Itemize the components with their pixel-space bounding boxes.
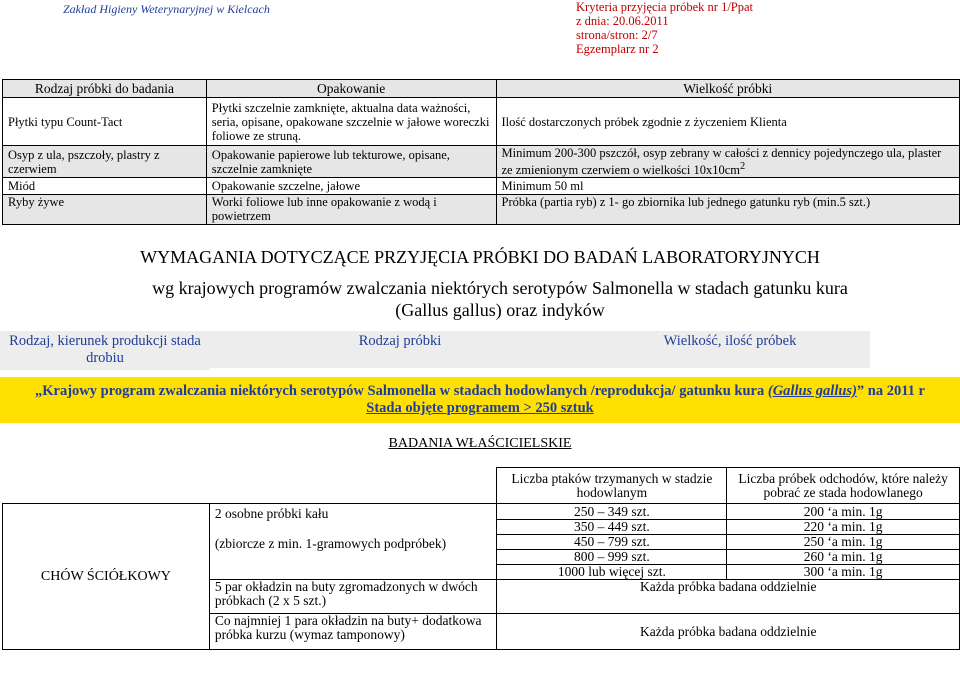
row-size: Minimum 50 ml bbox=[496, 178, 960, 195]
row-size: Próbka (partia ryb) z 1- go zbiornika lub jednego gatunku ryb (min.5 szt.) bbox=[496, 195, 960, 225]
banner-text-a: „Krajowy program zwalczania niektórych serotypów Salmonella w stadach hodowlanych /reprodukcja/ gatunku kura bbox=[35, 383, 768, 399]
row-type: Miód bbox=[3, 178, 207, 195]
program-banner bbox=[0, 377, 960, 423]
sample-kal: 2 osobne próbki kału bbox=[214, 506, 329, 521]
header-sample-type: Rodzaj próbki bbox=[210, 331, 590, 368]
bird-count: 350 – 449 szt. bbox=[497, 520, 727, 535]
bird-count: 450 – 799 szt. bbox=[497, 535, 727, 550]
sample-count: 300 ‘a min. 1g bbox=[727, 565, 960, 580]
doc-date: z dnia: 20.06.2011 bbox=[576, 14, 669, 28]
row-size: Ilość dostarczonych próbek zgodnie z życzeniem Klienta bbox=[496, 98, 960, 146]
bird-count: 1000 lub więcej szt. bbox=[497, 565, 727, 580]
owner-tests-table bbox=[2, 467, 960, 650]
section-title-text: BADANIA WŁAŚCICIELSKIE bbox=[388, 436, 572, 451]
banner-line-1 bbox=[0, 383, 960, 400]
header-sample-count: Liczba próbek odchodów, które należy pobrać ze stada hodowlanego bbox=[727, 468, 960, 504]
lab-name: Zakład Higieny Weterynaryjnej w Kielcach bbox=[63, 2, 270, 16]
blank-cell bbox=[209, 468, 497, 504]
sample-kal-cell bbox=[209, 504, 497, 580]
sample-requirements-table bbox=[2, 79, 960, 225]
row-type: Osyp z ula, pszczoły, plastry z czerwiem bbox=[3, 146, 207, 178]
sample-overshoes-dust: Co najmniej 1 para okładzin na buty+ dodatkowa próbka kurzu (wymaz tamponowy) bbox=[209, 614, 497, 650]
spacer bbox=[215, 521, 492, 537]
document-info bbox=[576, 0, 753, 56]
banner-latin: (Gallus gallus) bbox=[767, 383, 857, 399]
row-type: Płytki typu Count-Tact bbox=[3, 98, 207, 146]
col-header-type: Rodzaj próbki do badania bbox=[3, 80, 207, 98]
sample-kal-note: (zbiorcze z min. 1-gramowych podpróbek) bbox=[214, 536, 447, 551]
row-type: Ryby żywe bbox=[3, 195, 207, 225]
banner-line-2: Stada objęte programem > 250 sztuk bbox=[366, 400, 594, 416]
header-production-type: Rodzaj, kierunek produkcji stada drobiu bbox=[0, 331, 210, 370]
sample-overshoes-dust-size: Każda próbka badana oddzielnie bbox=[497, 614, 960, 650]
header-sample-size: Wielkość, ilość próbek bbox=[590, 331, 870, 368]
doc-title: Kryteria przyjęcia próbek nr 1/Ppat bbox=[576, 0, 754, 14]
sample-count: 200 ‘a min. 1g bbox=[727, 504, 960, 520]
banner-text-c: ” na 2011 r bbox=[856, 383, 925, 399]
sample-overshoes-size: Każda próbka badana oddzielnie bbox=[497, 580, 960, 614]
doc-copy: Egzemplarz nr 2 bbox=[576, 42, 659, 56]
blank-cell bbox=[3, 468, 210, 504]
sample-count: 250 ‘a min. 1g bbox=[727, 535, 960, 550]
col-header-packaging: Opakowanie bbox=[206, 80, 496, 98]
row-packaging: Opakowanie szczelne, jałowe bbox=[206, 178, 496, 195]
size-superscript: 2 bbox=[739, 161, 746, 172]
col-header-size: Wielkość próbki bbox=[496, 80, 960, 98]
bird-count: 250 – 349 szt. bbox=[497, 504, 727, 520]
row-packaging: Worki foliowe lub inne opakowanie z wodą i powietrzem bbox=[206, 195, 496, 225]
sample-overshoes: 5 par okładzin na buty zgromadzonych w dwóch próbkach (2 x 5 szt.) bbox=[209, 580, 497, 614]
row-packaging: Płytki szczelnie zamknięte, aktualna data ważności, seria, opisane, opakowane szczelnie w jałowe woreczki foliowe ze struną. bbox=[206, 98, 496, 146]
sample-count: 260 ‘a min. 1g bbox=[727, 550, 960, 565]
bird-count: 800 – 999 szt. bbox=[497, 550, 727, 565]
section-title bbox=[0, 436, 960, 452]
row-packaging: Opakowanie papierowe lub tekturowe, opisane, szczelnie zamknięte bbox=[206, 146, 496, 178]
sample-count: 220 ‘a min. 1g bbox=[727, 520, 960, 535]
row-size bbox=[496, 146, 960, 178]
main-title: WYMAGANIA DOTYCZĄCE PRZYJĘCIA PRÓBKI DO BADAŃ LABORATORYJNYCH bbox=[140, 247, 820, 267]
size-text: Minimum 200-300 pszczół, osyp zebrany w całości z dennicy pojedynczego ula, plaster ze zmienionym czerwiem o wielkości 10x10cm bbox=[501, 146, 942, 178]
sub-title: wg krajowych programów zwalczania niektórych serotypów Salmonella w stadach gatunku kura (Gallus gallus) oraz indyków bbox=[152, 278, 848, 320]
header-bird-count: Liczba ptaków trzymanych w stadzie hodowlanym bbox=[497, 468, 727, 504]
doc-page: strona/stron: 2/7 bbox=[576, 28, 658, 42]
category-cell: CHÓW ŚCIÓŁKOWY bbox=[3, 504, 210, 650]
